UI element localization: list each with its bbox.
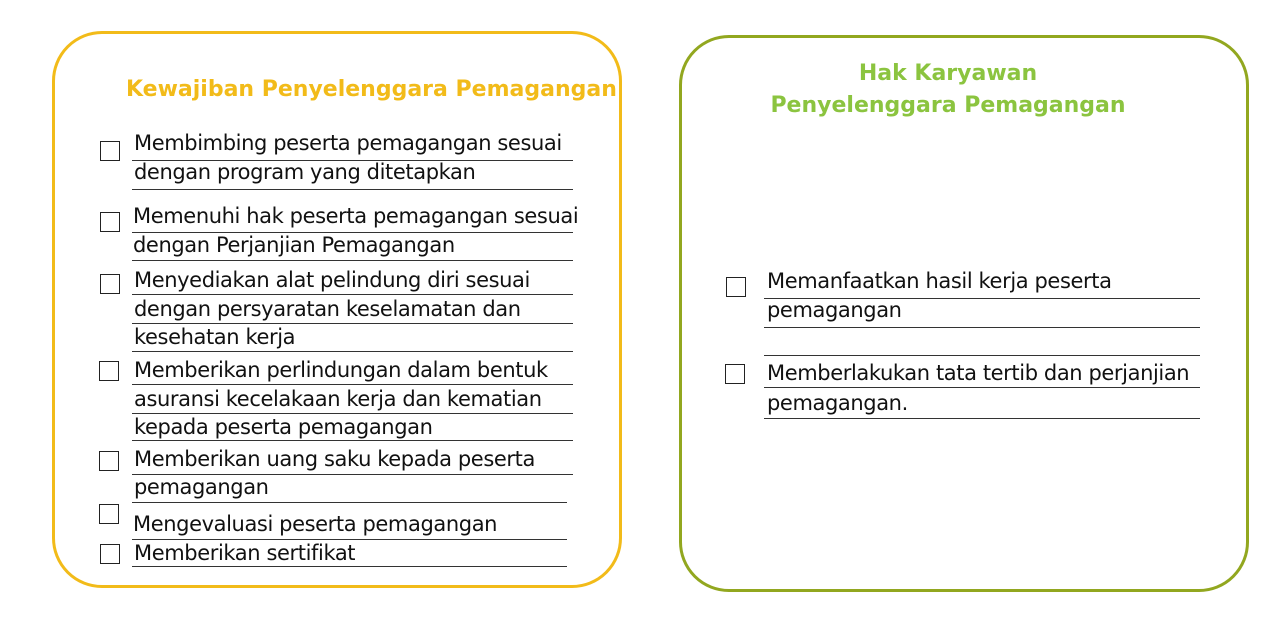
obligation-text: Memenuhi hak peserta pemagangan sesuai: [133, 204, 579, 228]
right-text: Memanfaatkan hasil kerja peserta: [767, 269, 1112, 293]
obligation-text: dengan persyaratan keselamatan dan: [134, 297, 521, 321]
obligation-text: Memberikan sertifikat: [134, 541, 356, 565]
obligation-checkbox[interactable]: [99, 504, 119, 524]
right-text: pemagangan: [767, 298, 902, 322]
underline: [132, 189, 573, 190]
right-text: Memberlakukan tata tertib dan perjanjian: [767, 361, 1190, 385]
obligation-text: kesehatan kerja: [134, 325, 296, 349]
obligation-text: Membimbing peserta pemagangan sesuai: [134, 131, 562, 155]
obligation-text: asuransi kecelakaan kerja dan kematian: [134, 387, 542, 411]
underline: [132, 260, 573, 261]
rights-title-line-2: Penyelenggara Pemagangan: [770, 93, 1126, 118]
obligation-text: Menyediakan alat pelindung diri sesuai: [134, 268, 530, 292]
rights-title: [680, 58, 1216, 122]
underline: [132, 502, 567, 503]
underline: [764, 355, 1200, 356]
right-checkbox[interactable]: [725, 364, 745, 384]
obligation-text: dengan program yang ditetapkan: [134, 160, 476, 184]
underline: [764, 418, 1200, 419]
obligation-text: Memberikan perlindungan dalam bentuk: [134, 358, 548, 382]
obligation-checkbox[interactable]: [100, 212, 120, 232]
obligations-title: Kewajiban Penyelenggara Pemagangan: [126, 77, 617, 102]
right-text: pemagangan.: [767, 391, 908, 415]
underline: [764, 327, 1200, 328]
obligation-checkbox[interactable]: [100, 141, 120, 161]
obligation-checkbox[interactable]: [99, 361, 119, 381]
obligation-text: pemagangan: [134, 475, 269, 499]
rights-title-line-1: Hak Karyawan: [858, 61, 1038, 86]
obligation-text: Memberikan uang saku kepada peserta: [134, 447, 535, 471]
obligation-text: kepada peserta pemagangan: [134, 415, 433, 439]
obligation-text: Mengevaluasi peserta pemagangan: [133, 512, 498, 536]
obligation-text: dengan Perjanjian Pemagangan: [133, 233, 455, 257]
obligation-checkbox[interactable]: [99, 451, 119, 471]
obligation-checkbox[interactable]: [100, 544, 120, 564]
obligation-checkbox[interactable]: [100, 274, 120, 294]
right-checkbox[interactable]: [726, 277, 746, 297]
